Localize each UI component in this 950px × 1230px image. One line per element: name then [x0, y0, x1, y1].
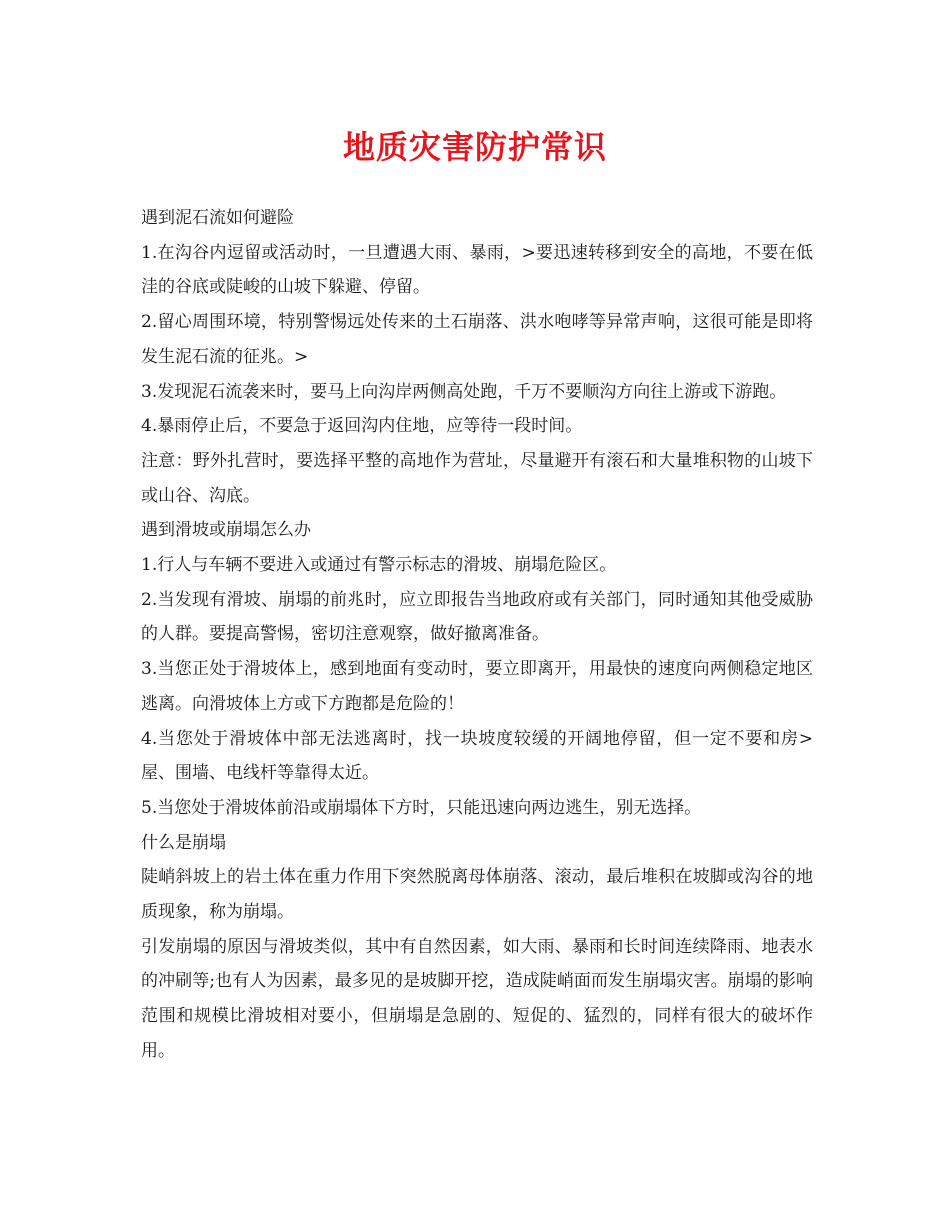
paragraph: 1.行人与车辆不要进入或通过有警示标志的滑坡、崩塌危险区。: [141, 555, 617, 576]
paragraph: 5.当您处于滑坡体前沿或崩塌体下方时，只能迅速向两边逃生，别无选择。: [141, 797, 702, 818]
note-paragraph: 注意：野外扎营时，要选择平整的高地作为营址，尽量避开有滚石和大量堆积物的山坡下或山谷、沟底。: [141, 450, 813, 506]
paragraph: 3.当您正处于滑坡体上，感到地面有变动时，要立即离开，用最快的速度向两侧稳定地区逃离。向滑坡体上方或下方跑都是危险的！: [141, 659, 813, 714]
document-body: [141, 201, 813, 1069]
paragraph: 3.发现泥石流袭来时，要马上向沟岸两侧高处跑，千万不要顺沟方向往上游或下游跑。: [141, 381, 787, 402]
section-heading-landslide: 遇到滑坡或崩塌怎么办: [141, 520, 311, 541]
paragraph: 陡峭斜坡上的岩土体在重力作用下突然脱离母体崩落、滚动，最后堆积在坡脚或沟谷的地质现象，称为崩塌。: [141, 867, 813, 923]
paragraph: 4.暴雨停止后，不要急于返回沟内住地，应等待一段时间。: [141, 416, 583, 437]
paragraph: 4.当您处于滑坡体中部无法逃离时，找一块坡度较缓的开阔地停留，但一定不要和房>屋、围墙、电线杆等靠得太近。: [141, 728, 813, 784]
paragraph: 1.在沟谷内逗留或活动时，一旦遭遇大雨、暴雨，>要迅速转移到安全的高地，不要在低洼的谷底或陡峻的山坡下躲避、停留。: [141, 242, 813, 298]
document-title: 地质灾害防护常识: [342, 128, 607, 166]
paragraph: 2.当发现有滑坡、崩塌的前兆时，应立即报告当地政府或有关部门，同时通知其他受威胁的人群。要提高警惕，密切注意观察，做好撤离准备。: [141, 589, 813, 645]
paragraph: 引发崩塌的原因与滑坡类似，其中有自然因素，如大雨、暴雨和长时间连续降雨、地表水的冲刷等;也有人为因素，最多见的是坡脚开挖，造成陡峭面而发生崩塌灾害。崩塌的影响范围和规模比滑坡相对要小，但崩塌是急剧的、短促的、猛烈的，同样有很大的破坏作用。: [141, 936, 813, 1061]
paragraph: 2.留心周围环境，特别警惕远处传来的土石崩落、洪水咆哮等异常声响，这很可能是即将发生泥石流的征兆。>: [141, 312, 813, 367]
section-heading-collapse: 什么是崩塌: [141, 832, 226, 853]
section-heading-mudflow: 遇到泥石流如何避险: [141, 208, 294, 228]
